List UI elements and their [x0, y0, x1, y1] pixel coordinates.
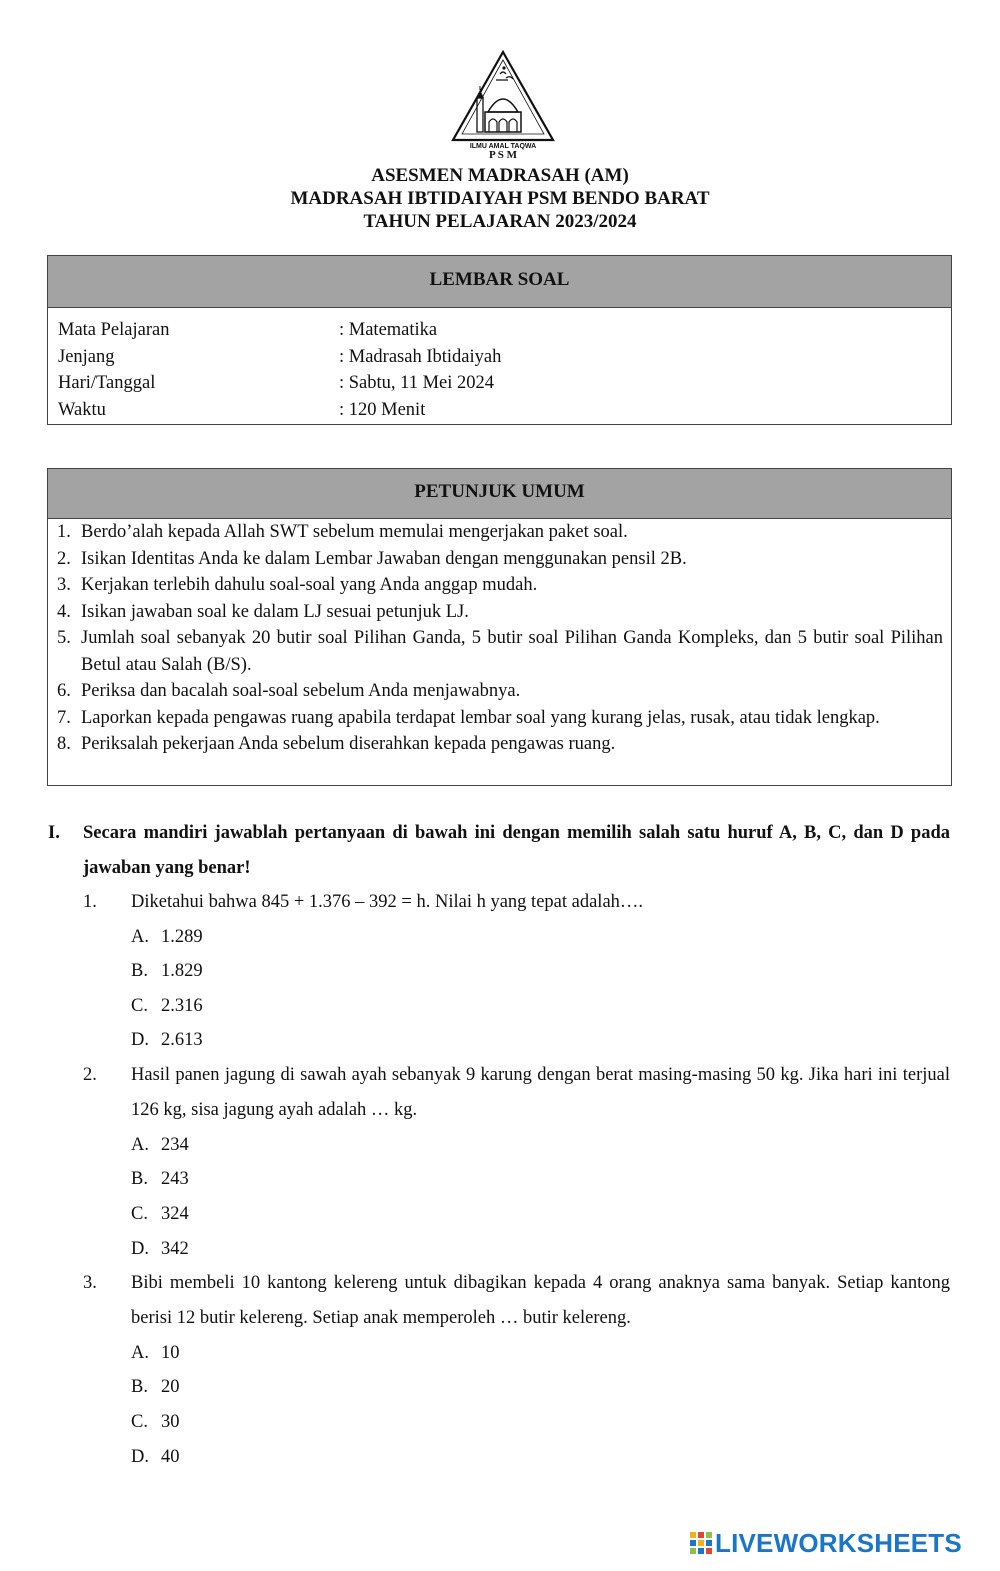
instruction-text: Isikan Identitas Anda ke dalam Lembar Jawaban dengan menggunakan pensil 2B. [81, 548, 687, 569]
option-letter: B. [131, 1169, 148, 1189]
instruction-text: Periksalah pekerjaan Anda sebelum diserahkan kepada pengawas ruang. [81, 734, 616, 754]
instruction-item [48, 572, 951, 599]
question-text: Bibi membeli 10 kantong kelereng untuk dibagikan kepada 4 orang anaknya sama banyak. Setiap kantong berisi 12 butir kelereng. Setiap anak memperoleh … butir kelereng. [131, 1273, 950, 1328]
info-row [48, 397, 951, 424]
instruction-item [48, 678, 951, 705]
liveworksheets-watermark[interactable] [690, 1526, 962, 1560]
question-text: Diketahui bahwa 845 + 1.376 – 392 = h. Nilai h yang tepat adalah…. [131, 892, 644, 912]
option-value: 1.289 [161, 927, 203, 947]
option-value: 234 [161, 1135, 189, 1155]
instructions-title: PETUNJUK UMUM [48, 469, 951, 519]
option-letter: B. [131, 961, 148, 981]
option-value: 10 [161, 1343, 180, 1363]
logo-initials: P S M [488, 149, 518, 161]
option-letter: B. [131, 1377, 148, 1397]
option-letter: D. [131, 1447, 149, 1467]
header-line-1: ASESMEN MADRASAH (AM) [371, 165, 629, 186]
option-value: 1.829 [161, 961, 203, 981]
section-heading [48, 816, 950, 886]
instruction-item [48, 519, 951, 546]
question-number: 2. [83, 1065, 97, 1085]
liveworksheets-logo-icon [690, 1530, 712, 1556]
instructions-box [47, 468, 952, 786]
question-text: Hasil panen jagung di sawah ayah sebanyak 9 karung dengan berat masing-masing 50 kg. Jika hari ini terjual 126 kg, sisa jagung ayah adalah … kg. [131, 1065, 950, 1120]
question-number: 1. [83, 892, 97, 912]
answer-option[interactable] [131, 1232, 189, 1267]
answer-option[interactable] [131, 1440, 180, 1475]
option-letter: D. [131, 1030, 149, 1050]
option-value: 30 [161, 1412, 180, 1432]
instruction-text: Jumlah soal sebanyak 20 butir soal Pilihan Ganda, 5 butir soal Pilihan Ganda Kompleks, dan 5 butir soal Pilihan Betul atau Salah (B/S). [81, 628, 943, 675]
instruction-number: 3. [57, 575, 71, 595]
option-value: 342 [161, 1239, 189, 1259]
info-row [48, 317, 951, 344]
info-label: Jenjang [58, 346, 115, 367]
header-line-2: MADRASAH IBTIDAIYAH PSM BENDO BARAT [290, 188, 710, 209]
info-label: Hari/Tanggal [58, 373, 156, 393]
sheet-title: LEMBAR SOAL [48, 256, 951, 308]
instruction-text: Laporkan kepada pengawas ruang apabila terdapat lembar soal yang kurang jelas, rusak, atau tidak lengkap. [81, 707, 880, 728]
option-value: 20 [161, 1377, 180, 1397]
info-label: Mata Pelajaran [58, 320, 170, 340]
answer-option[interactable] [131, 1370, 180, 1405]
instruction-number: 6. [57, 681, 71, 701]
answer-option[interactable] [131, 1197, 189, 1232]
instruction-number: 1. [57, 522, 71, 542]
info-label: Waktu [58, 399, 106, 420]
answer-option[interactable] [131, 1128, 189, 1163]
answer-option[interactable] [131, 954, 203, 989]
watermark-text: LIVEWORKSHEETS [715, 1527, 962, 1558]
instruction-text: Kerjakan terlebih dahulu soal-soal yang Anda anggap mudah. [81, 575, 538, 595]
instruction-text: Isikan jawaban soal ke dalam LJ sesuai petunjuk LJ. [81, 601, 469, 622]
instruction-number: 8. [57, 734, 71, 754]
logo-motto: ILMU AMAL TAQWA [469, 143, 537, 150]
header-line-3: TAHUN PELAJARAN 2023/2024 [363, 211, 637, 232]
option-letter: C. [131, 1412, 148, 1432]
answer-option[interactable] [131, 1336, 180, 1371]
answer-option[interactable] [131, 1162, 189, 1197]
option-value: 40 [161, 1447, 180, 1467]
instruction-number: 4. [57, 601, 71, 622]
instruction-item [48, 625, 951, 678]
instruction-item [48, 599, 951, 626]
school-logo [448, 50, 558, 162]
answer-option[interactable] [131, 1023, 203, 1058]
question [83, 1058, 950, 1128]
instruction-item [48, 546, 951, 573]
info-value: : Matematika [339, 320, 438, 340]
option-letter: C. [131, 996, 148, 1016]
question [83, 885, 950, 920]
option-letter: C. [131, 1204, 148, 1224]
instruction-text: Berdo’alah kepada Allah SWT sebelum memulai mengerjakan paket soal. [81, 522, 628, 542]
answer-option[interactable] [131, 920, 203, 955]
instruction-number: 7. [57, 707, 71, 728]
info-row [48, 344, 951, 371]
instruction-item [48, 705, 951, 732]
info-value: : Madrasah Ibtidaiyah [339, 346, 502, 367]
section-number: I. [48, 823, 60, 843]
question [83, 1266, 950, 1336]
answer-option[interactable] [131, 989, 203, 1024]
instruction-number: 5. [57, 628, 71, 648]
section-text: Secara mandiri jawablah pertanyaan di bawah ini dengan memilih salah satu huruf A, B, C, dan D pada jawaban yang benar! [83, 823, 950, 878]
option-value: 2.316 [161, 996, 203, 1016]
info-row [48, 370, 951, 397]
instruction-text: Periksa dan bacalah soal-soal sebelum Anda menjawabnya. [81, 681, 521, 701]
question-number: 3. [83, 1273, 97, 1293]
option-letter: A. [131, 1343, 149, 1363]
instruction-number: 2. [57, 548, 71, 569]
instruction-item [48, 731, 951, 758]
option-value: 243 [161, 1169, 189, 1189]
info-value: : Sabtu, 11 Mei 2024 [339, 373, 495, 393]
answer-option[interactable] [131, 1405, 180, 1440]
option-letter: D. [131, 1239, 149, 1259]
sheet-info-box [47, 255, 952, 425]
option-value: 2.613 [161, 1030, 203, 1050]
option-value: 324 [161, 1204, 189, 1224]
option-letter: A. [131, 927, 149, 947]
option-letter: A. [131, 1135, 149, 1155]
info-value: : 120 Menit [339, 399, 426, 420]
